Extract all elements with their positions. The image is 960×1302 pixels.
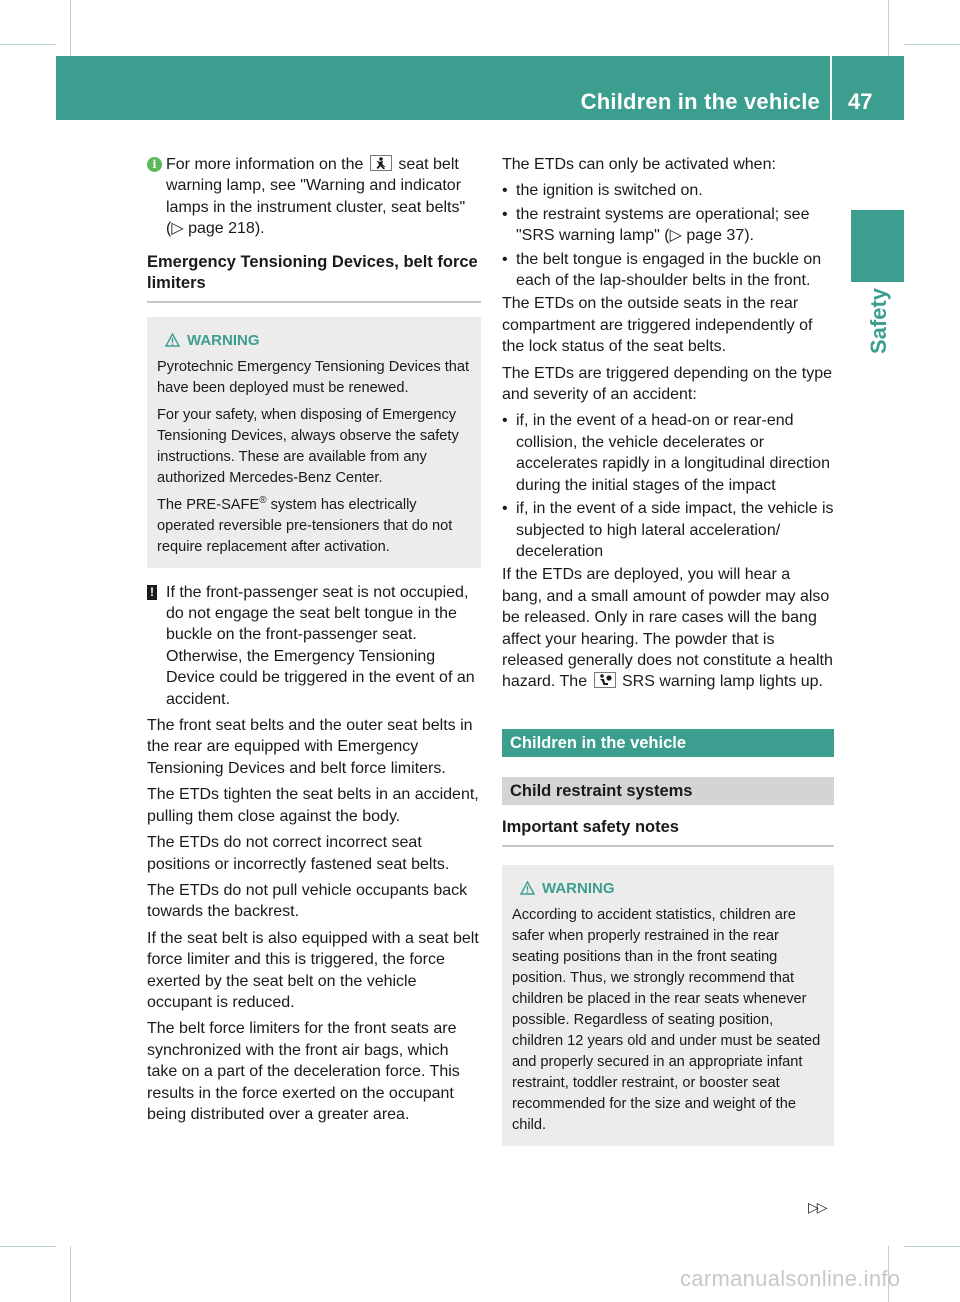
airbag-srs-icon [594,672,616,688]
body-paragraph: If the ETDs are deployed, you will hear a bang, and a small amount of powder may also be released. Only in rare cases will the bang affect your hearing. The powder that is released generally does not constitute a health hazard. The SRS warning lamp lights up. [502,566,833,691]
info-note: i For more information on the seat belt warning lamp, see "Warning and indicator lamps in the instrument cluster, seat belts" (▷ page 218). [147,154,481,240]
warning-triangle-icon [520,880,535,901]
list-item: • the restraint systems are operational; see "SRS warning lamp" (▷ page 37). [502,204,834,247]
page-title: Children in the vehicle [580,89,820,114]
warning-triangle-icon [165,332,180,353]
warning-box [147,317,481,568]
body-paragraph: The ETDs are triggered depending on the type and severity of an accident: [502,364,832,404]
body-paragraph: If the seat belt is also equipped with a seat belt force limiter and this is triggered, the force exerted by the seat belt on the vehicle occupant is reduced. [147,929,479,1011]
crop-mark [70,0,71,56]
right-column [502,154,834,1160]
warning-box [502,865,834,1146]
warning-paragraph: For your safety, when disposing of Emergency Tensioning Devices, always observe the safety instructions. These are available from any authorized Mercedes-Benz Center. [157,406,459,486]
body-paragraph: The ETDs do not pull vehicle occupants back towards the backrest. [147,881,468,921]
continued-marker: ▷▷ [808,1199,826,1215]
body-paragraph: The ETDs do not correct incorrect seat positions or incorrectly fastened seat belts. [147,834,450,873]
section-tab-label: Safety [866,287,891,355]
warning-paragraph: The PRE-SAFE® system has electrically operated reversible pre-tensioners that do not require replacement after activation. [157,494,453,555]
body-paragraph: The ETDs on the outside seats in the rear compartment are triggered independently of the lock status of the seat belts. [502,295,813,356]
warning-header: WARNING [157,330,471,353]
body-paragraph: The front seat belts and the outer seat belts in the rear are equipped with Emergency Tensioning Devices and belt force limiters. [147,717,473,777]
bullet-list [502,180,834,291]
list-item: • if, in the event of a head-on or rear-end collision, the vehicle decelerates or accelerates rapidly in a longitudinal direction during the initial stages of the impact [502,410,834,496]
list-item: • if, in the event of a side impact, the vehicle is subjected to high lateral acceleration/ deceleration [502,498,834,562]
footer-watermark: carmanualsonline.info [680,1266,901,1291]
section-banner: Children in the vehicle [502,729,834,757]
crop-mark [888,0,889,56]
body-paragraph: The ETDs tighten the seat belts in an accident, pulling them close against the body. [147,786,479,825]
notice-note: ! If the front-passenger seat is not occupied, do not engage the seat belt tongue in the buckle on the front-passenger seat. Otherwise, the Emergency Tensioning Device could be triggered in the event of an accident. [147,582,481,710]
section-heading: Emergency Tensioning Devices, belt force limiters [147,252,481,303]
crop-mark [904,1246,960,1247]
info-icon: i [147,157,162,172]
section-tab [851,210,904,282]
body-paragraph: The ETDs can only be activated when: [502,156,776,173]
warning-paragraph: Pyrotechnic Emergency Tensioning Devices that have been deployed must be renewed. [157,358,470,396]
crop-mark [904,44,960,45]
bullet-list [502,410,834,562]
notice-icon: ! [147,585,157,600]
subsection-heading: Important safety notes [502,817,834,847]
crop-mark [0,44,56,45]
left-column [147,154,481,1130]
body-paragraph: The belt force limiters for the front seats are synchronized with the front air bags, which take on a part of the deceleration force. This results in the force exerted on the occupant being distributed over a greater area. [147,1020,460,1123]
warning-paragraph: According to accident statistics, children are safer when properly restrained in the rear seating positions than in the front seating position. Thus, we strongly recommend that children be placed in the rear seats whenever possible. Regardless of seating position, children 12 years old and under must be seated and properly secured in an appropriate infant restraint, toddler restraint, or booster seat recommended for the size and weight of the child. [512,906,821,1133]
crop-mark [0,1246,56,1247]
subsection-banner: Child restraint systems [502,777,834,805]
list-item: • the belt tongue is engaged in the buckle on each of the lap-shoulder belts in the front. [502,249,834,292]
warning-header: WARNING [512,878,824,901]
header-separator [830,56,832,120]
page-number: 47 [848,89,873,114]
crop-mark [70,1246,71,1302]
seat-belt-warning-icon [370,155,392,171]
list-item: • the ignition is switched on. [502,180,834,201]
